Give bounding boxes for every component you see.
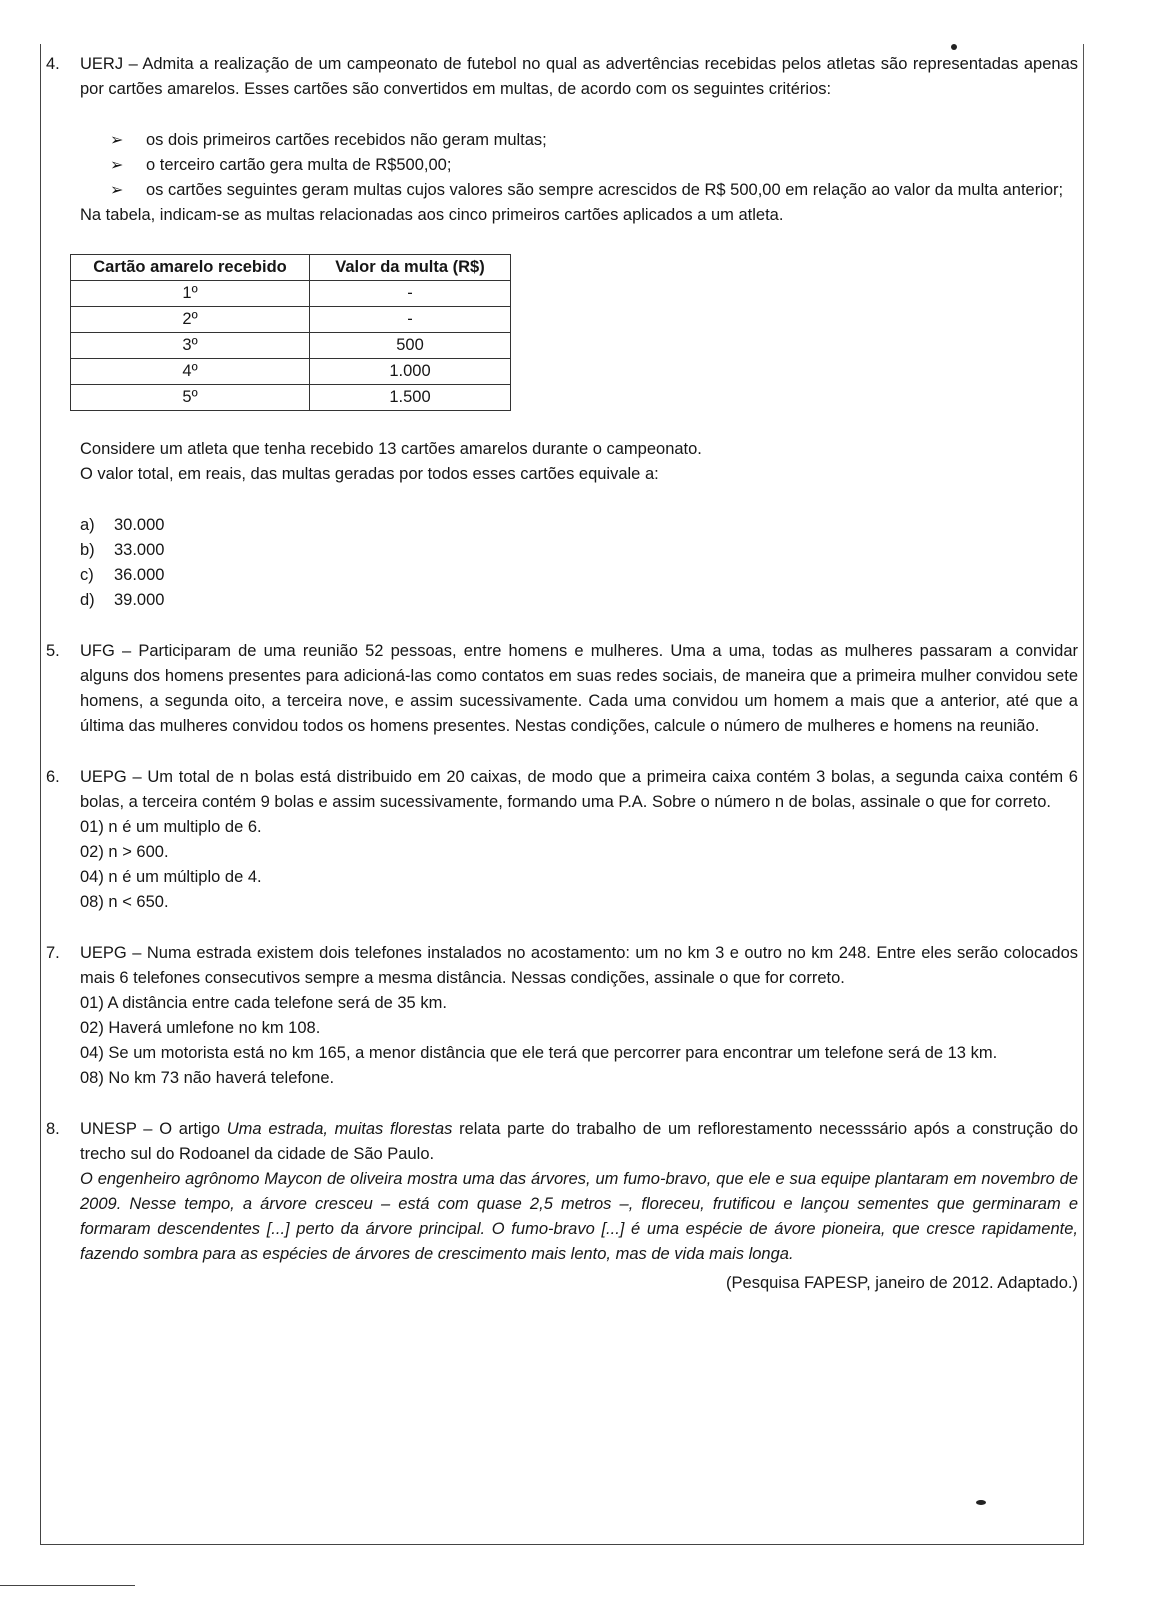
option-item: c) 36.000: [80, 566, 165, 584]
table-row: 3º 500: [71, 333, 511, 359]
question-7: [46, 941, 1078, 1091]
source-citation: (Pesquisa FAPESP, janeiro de 2012. Adaptado.): [726, 1274, 1078, 1292]
statement-item: 04) Se um motorista está no km 165, a menor distância que ele terá que percorrer para encontrar um telefone será de 13 km.: [80, 1044, 998, 1062]
question-text: UNESP – O artigo Uma estrada, muitas florestas relata parte do trabalho de um reflorestamento necesssário após a construção do trecho sul do Rodoanel da cidade de São Paulo.: [80, 1120, 1078, 1163]
statement: Considere um atleta que tenha recebido 13 cartões amarelos durante o campeonato.: [80, 440, 702, 458]
table-row: 2º -: [71, 307, 511, 333]
statement-item: 02) n > 600.: [80, 843, 169, 861]
article-title: Uma estrada, muitas florestas: [226, 1120, 453, 1138]
table-header-row: [71, 255, 511, 281]
statement: O valor total, em reais, das multas geradas por todos esses cartões equivale a:: [80, 465, 659, 483]
table-intro: Na tabela, indicam-se as multas relacionadas aos cinco primeiros cartões aplicados a um atleta.: [80, 206, 784, 224]
statement-item: 08) No km 73 não haverá telefone.: [80, 1069, 335, 1087]
statement-item: 04) n é um múltiplo de 4.: [80, 868, 262, 886]
speck-mark: [951, 44, 957, 50]
fines-table: [70, 254, 511, 411]
question-text: UEPG – Numa estrada existem dois telefones instalados no acostamento: um no km 3 e outro no km 248. Entre eles serão colocados mais 6 telefones consecutivos sempre a mesma distância. Nessas condições, assinale o que for correto.: [80, 944, 1078, 987]
question-number: 4.: [46, 55, 60, 73]
question-number: 8.: [46, 1120, 60, 1138]
question-number: 7.: [46, 944, 60, 962]
table-header: Valor da multa (R$): [310, 255, 511, 281]
question-8: [46, 1117, 1078, 1296]
document-page: [46, 52, 1078, 1296]
table-row: 5º 1.500: [71, 385, 511, 411]
speck-mark-2: [976, 1500, 986, 1505]
arrow-bullet-icon: ➢: [110, 182, 124, 199]
bottom-rule: [0, 1585, 135, 1586]
statement-item: 01) n é um multiplo de 6.: [80, 818, 262, 836]
question-number: 6.: [46, 768, 60, 786]
option-item: d) 39.000: [80, 591, 165, 609]
question-5: [46, 639, 1078, 739]
arrow-bullet-icon: ➢: [110, 132, 124, 149]
question-text: UFG – Participaram de uma reunião 52 pessoas, entre homens e mulheres. Uma a uma, todas as mulheres passaram a convidar alguns dos homens presentes para adicioná-las como contatos em suas redes sociais, de maneira que a primeira mulher convidou sete homens, a segunda oito, a terceira nove, e assim sucessivamente. Cada uma convidou um homem a mais que a anterior, até que a última das mulheres convidou todos os homens presentes. Nestas condições, calcule o número de mulheres e homens na reunião.: [80, 642, 1078, 735]
quoted-excerpt: O engenheiro agrônomo Maycon de oliveira mostra uma das árvores, um fumo-bravo, que ele e sua equipe plantaram em novembro de 2009. Nesse tempo, a árvore cresceu – está com quase 2,5 metros –, floreceu, frutificou e lançou sementes que germinaram e formaram descendentes [...] perto da árvore principal. O fumo-bravo [...] é uma espécie de ávore pioneira, que cresce rapidamente, fazendo sombra para as espécies de árvores de crescimento mais lento, mas de vida mais longa.: [80, 1170, 1078, 1263]
table-header: Cartão amarelo recebido: [71, 255, 310, 281]
criterion-item: ➢ o terceiro cartão gera multa de R$500,00;: [110, 153, 1078, 178]
option-item: a) 30.000: [80, 516, 165, 534]
question-number: 5.: [46, 642, 60, 660]
statement-item: 02) Haverá umlefone no km 108.: [80, 1019, 321, 1037]
question-4: [46, 52, 1078, 613]
statement-item: 08) n < 650.: [80, 893, 169, 911]
option-item: b) 33.000: [80, 541, 165, 559]
statement-item: 01) A distância entre cada telefone será de 35 km.: [80, 994, 447, 1012]
criterion-item: ➢ os cartões seguintes geram multas cujos valores são sempre acrescidos de R$ 500,00 em relação ao valor da multa anterior;: [110, 178, 1078, 203]
table-row: 1º -: [71, 281, 511, 307]
criteria-list: [80, 128, 1078, 203]
question-text: UEPG – Um total de n bolas está distribuido em 20 caixas, de modo que a primeira caixa contém 3 bolas, a segunda caixa contém 6 bolas, a terceira contém 9 bolas e assim sucessivamente, formando uma P.A. Sobre o número n de bolas, assinale o que for correto.: [80, 768, 1078, 811]
question-intro: UERJ – Admita a realização de um campeonato de futebol no qual as advertências recebidas pelos atletas são representadas apenas por cartões amarelos. Esses cartões são convertidos em multas, de acordo com os seguintes critérios:: [80, 55, 1078, 98]
criterion-item: ➢ os dois primeiros cartões recebidos não geram multas;: [110, 128, 1078, 153]
table-row: 4º 1.000: [71, 359, 511, 385]
question-6: [46, 765, 1078, 915]
arrow-bullet-icon: ➢: [110, 157, 124, 174]
answer-options: [80, 513, 1078, 613]
